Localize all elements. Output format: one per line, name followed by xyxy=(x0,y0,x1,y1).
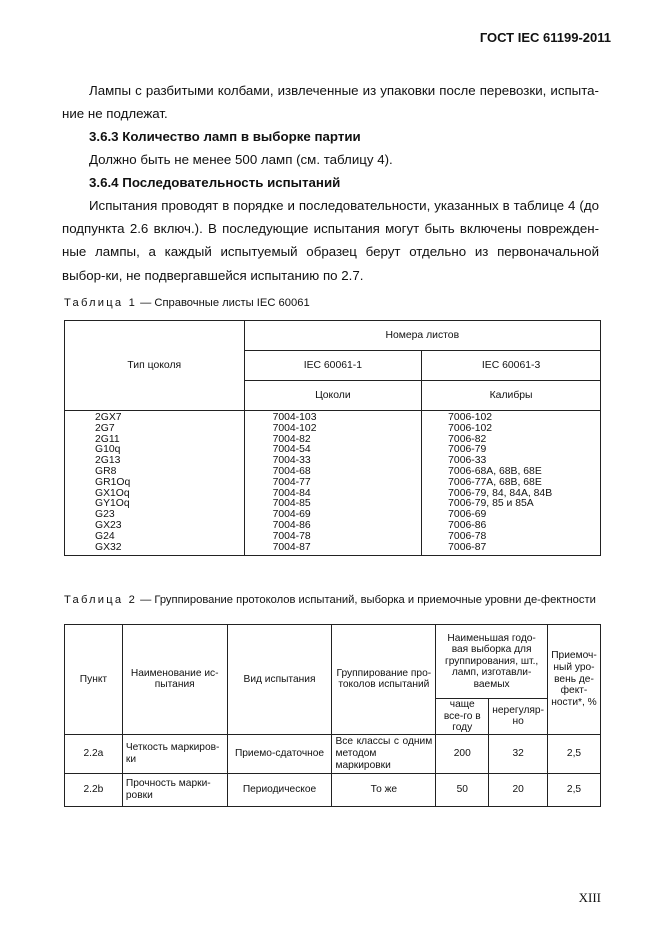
table1-base-code: 2GX7 xyxy=(95,412,122,423)
table1-cap-sheet: 7004-82 xyxy=(272,433,311,445)
paragraph-broken-bulbs: Лампы с разбитыми колбами, извлеченные из упаковки после перевозки, испыта-ние не подлежат. xyxy=(62,83,599,122)
table1-cap-sheet: 7004-69 xyxy=(272,509,311,521)
table1-base-code: GX1Oq xyxy=(95,487,130,499)
table1-gauge-sheet: 7006-102 xyxy=(448,412,493,423)
table-row xyxy=(65,734,601,773)
table2 xyxy=(64,624,601,807)
table1-gauge-sheet: 7006-79, 85 и 85A xyxy=(448,498,534,510)
table1-header-sheets: Номера листов xyxy=(244,321,600,351)
table1-cap-sheet: 7004-33 xyxy=(272,455,311,467)
table1-gauge-sheet: 7006-68A, 68B, 68E xyxy=(448,465,542,477)
table1-header-base: Тип цоколя xyxy=(65,321,245,411)
table1-base-code: GX23 xyxy=(95,519,122,531)
table1-caps-list xyxy=(244,411,422,556)
table2-header-grouping: Группирование про-токолов испытаний xyxy=(332,625,436,735)
table2-cell-name: Прочность марки-ровки xyxy=(122,773,227,806)
table1-header-std1: IEC 60061-1 xyxy=(244,351,422,381)
table1-base-code: G23 xyxy=(95,509,115,521)
table2-header-irregular: нерегуляр-но xyxy=(489,699,548,735)
table1-caption-label: Таблица 1 xyxy=(64,297,137,309)
table2-header-type: Вид испытания xyxy=(227,625,332,735)
table1-cap-sheet: 7004-86 xyxy=(272,519,311,531)
table2-cell-aql: 2,5 xyxy=(547,734,600,773)
table2-header-more-often: чаще все-го в году xyxy=(436,699,489,735)
table2-caption-label: Таблица 2 xyxy=(64,594,137,606)
table1-caption-text: — Справочные листы IEC 60061 xyxy=(137,297,310,309)
table2-cell-grouping: То же xyxy=(332,773,436,806)
table1-base-code: G10q xyxy=(95,444,121,456)
table2-cell-irregular: 32 xyxy=(489,734,548,773)
table1-gauge-sheet: 7006-86 xyxy=(448,519,487,531)
table2-cell-grouping: Все классы с одним методом маркировки xyxy=(332,734,436,773)
table1-cap-sheet: 7004-68 xyxy=(272,465,311,477)
table1-cap-sheet: 7004-84 xyxy=(272,487,311,499)
table-row xyxy=(65,773,601,806)
table2-cell-item: 2.2b xyxy=(65,773,123,806)
table1-base-code: 2G11 xyxy=(95,433,120,445)
page-number: XIII xyxy=(578,890,601,905)
table1-header-caps: Цоколи xyxy=(244,381,422,411)
table1-gauge-sheet: 7006-79, 84, 84A, 84B xyxy=(448,487,553,499)
table1-gauge-sheet: 7006-79 xyxy=(448,444,487,456)
table1-cap-sheet: 7004-77 xyxy=(272,476,311,488)
table2-caption-text: — Группирование протоколов испытаний, выборка и приемочные уровни де-фектности xyxy=(137,594,596,606)
table2-caption xyxy=(64,594,601,606)
table1-caption xyxy=(64,297,310,309)
table1-base-code: 2G7 xyxy=(95,422,115,434)
table1-gauge-sheet: 7006-77A, 68B, 68E xyxy=(448,476,542,488)
table2-cell-irregular: 20 xyxy=(489,773,548,806)
table1-header-gauges: Калибры xyxy=(422,381,601,411)
table2-cell-type: Приемо-сдаточное xyxy=(227,734,332,773)
table1-base-code: GR8 xyxy=(95,465,117,477)
table2-header-aql: Приемоч-ный уро-вень де-фект-ности*, % xyxy=(547,625,600,735)
table1-gauge-sheet: 7006-78 xyxy=(448,530,487,542)
table1-cap-sheet: 7004-78 xyxy=(272,530,311,542)
table1-cap-sheet: 7004-102 xyxy=(272,422,317,434)
table1-gauges-list xyxy=(422,411,601,556)
table2-cell-type: Периодическое xyxy=(227,773,332,806)
table1-base-code: GY1Oq xyxy=(95,498,130,510)
table1-gauge-sheet: 7006-87 xyxy=(448,541,487,553)
table1-base-code: GR1Oq xyxy=(95,476,131,488)
table1-header-std3: IEC 60061-3 xyxy=(422,351,601,381)
table1-gauge-sheet: 7006-69 xyxy=(448,509,487,521)
section-heading-3-6-3: 3.6.3 Количество ламп в выборке партии xyxy=(89,129,361,144)
section-heading-3-6-4: 3.6.4 Последовательность испытаний xyxy=(89,175,341,190)
table1-gauge-sheet: 7006-33 xyxy=(448,455,487,467)
table1-base-code: 2G13 xyxy=(95,455,121,467)
table1-base-code: G24 xyxy=(95,530,115,542)
table1-base-list xyxy=(65,411,245,556)
table1-gauge-sheet: 7006-102 xyxy=(448,422,493,434)
table2-header-item: Пункт xyxy=(65,625,123,735)
table2-header-sample: Наименьшая годо-вая выборка для группирования, шт., ламп, изготавли-ваемых xyxy=(436,625,548,699)
table1-cap-sheet: 7004-54 xyxy=(272,444,311,456)
table1-cap-sheet: 7004-85 xyxy=(272,498,311,510)
table1-cap-sheet: 7004-87 xyxy=(272,541,311,553)
table2-header-name: Наименование ис-пытания xyxy=(122,625,227,735)
table2-cell-aql: 2,5 xyxy=(547,773,600,806)
table2-cell-often: 200 xyxy=(436,734,489,773)
table1-cap-sheet: 7004-103 xyxy=(272,412,317,423)
table1 xyxy=(64,320,601,556)
table2-cell-often: 50 xyxy=(436,773,489,806)
table1-gauge-sheet: 7006-82 xyxy=(448,433,487,445)
paragraph-test-sequence: Испытания проводят в порядке и последовательности, указанных в таблице 4 (до подпункта 2.6 включ.). В последующие испытания могут быть включены поврежден-ные лампы, а каждый испытуемый образец берут отдельно из первоначальной выбор-ки, не подвергавшейся испытанию по 2.7. xyxy=(62,198,599,283)
paragraph-sample-size: Должно быть не менее 500 ламп (см. таблицу 4). xyxy=(89,152,393,167)
table1-base-code: GX32 xyxy=(95,541,122,553)
table2-cell-name: Четкость маркиров-ки xyxy=(122,734,227,773)
table2-cell-item: 2.2a xyxy=(65,734,123,773)
document-header: ГОСТ IEC 61199-2011 xyxy=(479,30,611,45)
